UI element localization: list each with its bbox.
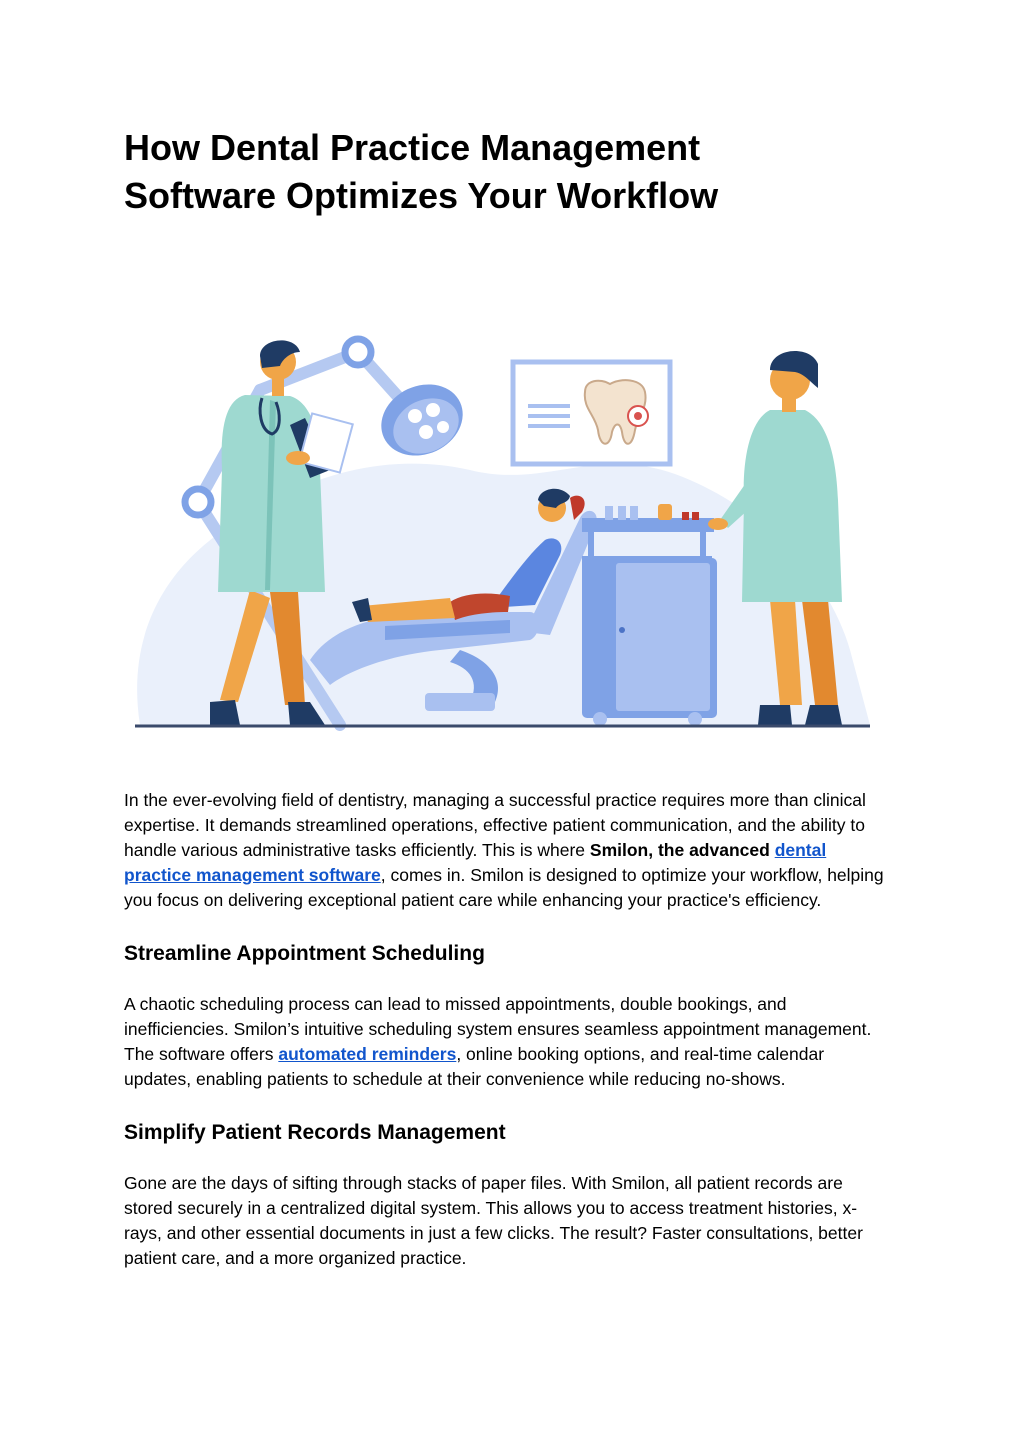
intro-bold-text: Smilon, the advanced <box>589 840 775 860</box>
scheduling-text-1: A chaotic scheduling process can lead to missed appointments, double bookings, and inefficiencies. Smilon’s intuitive scheduling system ensures seamless appointment management. The software offers <box>124 994 872 1064</box>
page-title <box>124 124 904 220</box>
title-line-2: Software Optimizes Your Workflow <box>124 175 719 216</box>
scheduling-paragraph <box>124 992 894 1092</box>
section-heading-scheduling: Streamline Appointment Scheduling <box>124 942 485 965</box>
automated-reminders-link[interactable]: automated reminders <box>278 1044 457 1064</box>
scheduling-text-2: , online booking options, and real-time calendar updates, enabling patients to schedule at their convenience while reducing no-shows. <box>124 1044 825 1089</box>
title-line-1: How Dental Practice Management <box>124 127 701 168</box>
section-heading-records: Simplify Patient Records Management <box>124 1121 506 1144</box>
intro-text-1: In the ever-evolving field of dentistry, managing a successful practice requires more than clinical expertise. It demands streamlined operations, effective patient communication, and the ability to handle various administrative tasks efficiently. This is where <box>124 790 866 860</box>
intro-paragraph <box>124 788 894 913</box>
dental-software-link[interactable]: dental practice management software <box>124 840 827 885</box>
records-paragraph: Gone are the days of sifting through stacks of paper files. With Smilon, all patient records are stored securely in a centralized digital system. This allows you to access treatment histories, x-rays, and other essential documents in just a few clicks. The result? Faster consultations, better patient care, and a more organized practice. <box>124 1173 863 1268</box>
monitor-tooth-icon <box>513 362 670 464</box>
intro-text-2: , comes in. Smilon is designed to optimize your workflow, helping you focus on delivering exceptional patient care while enhancing your practice's efficiency. <box>124 865 884 910</box>
article-body <box>124 788 894 1298</box>
dental-clinic-illustration <box>130 330 875 735</box>
